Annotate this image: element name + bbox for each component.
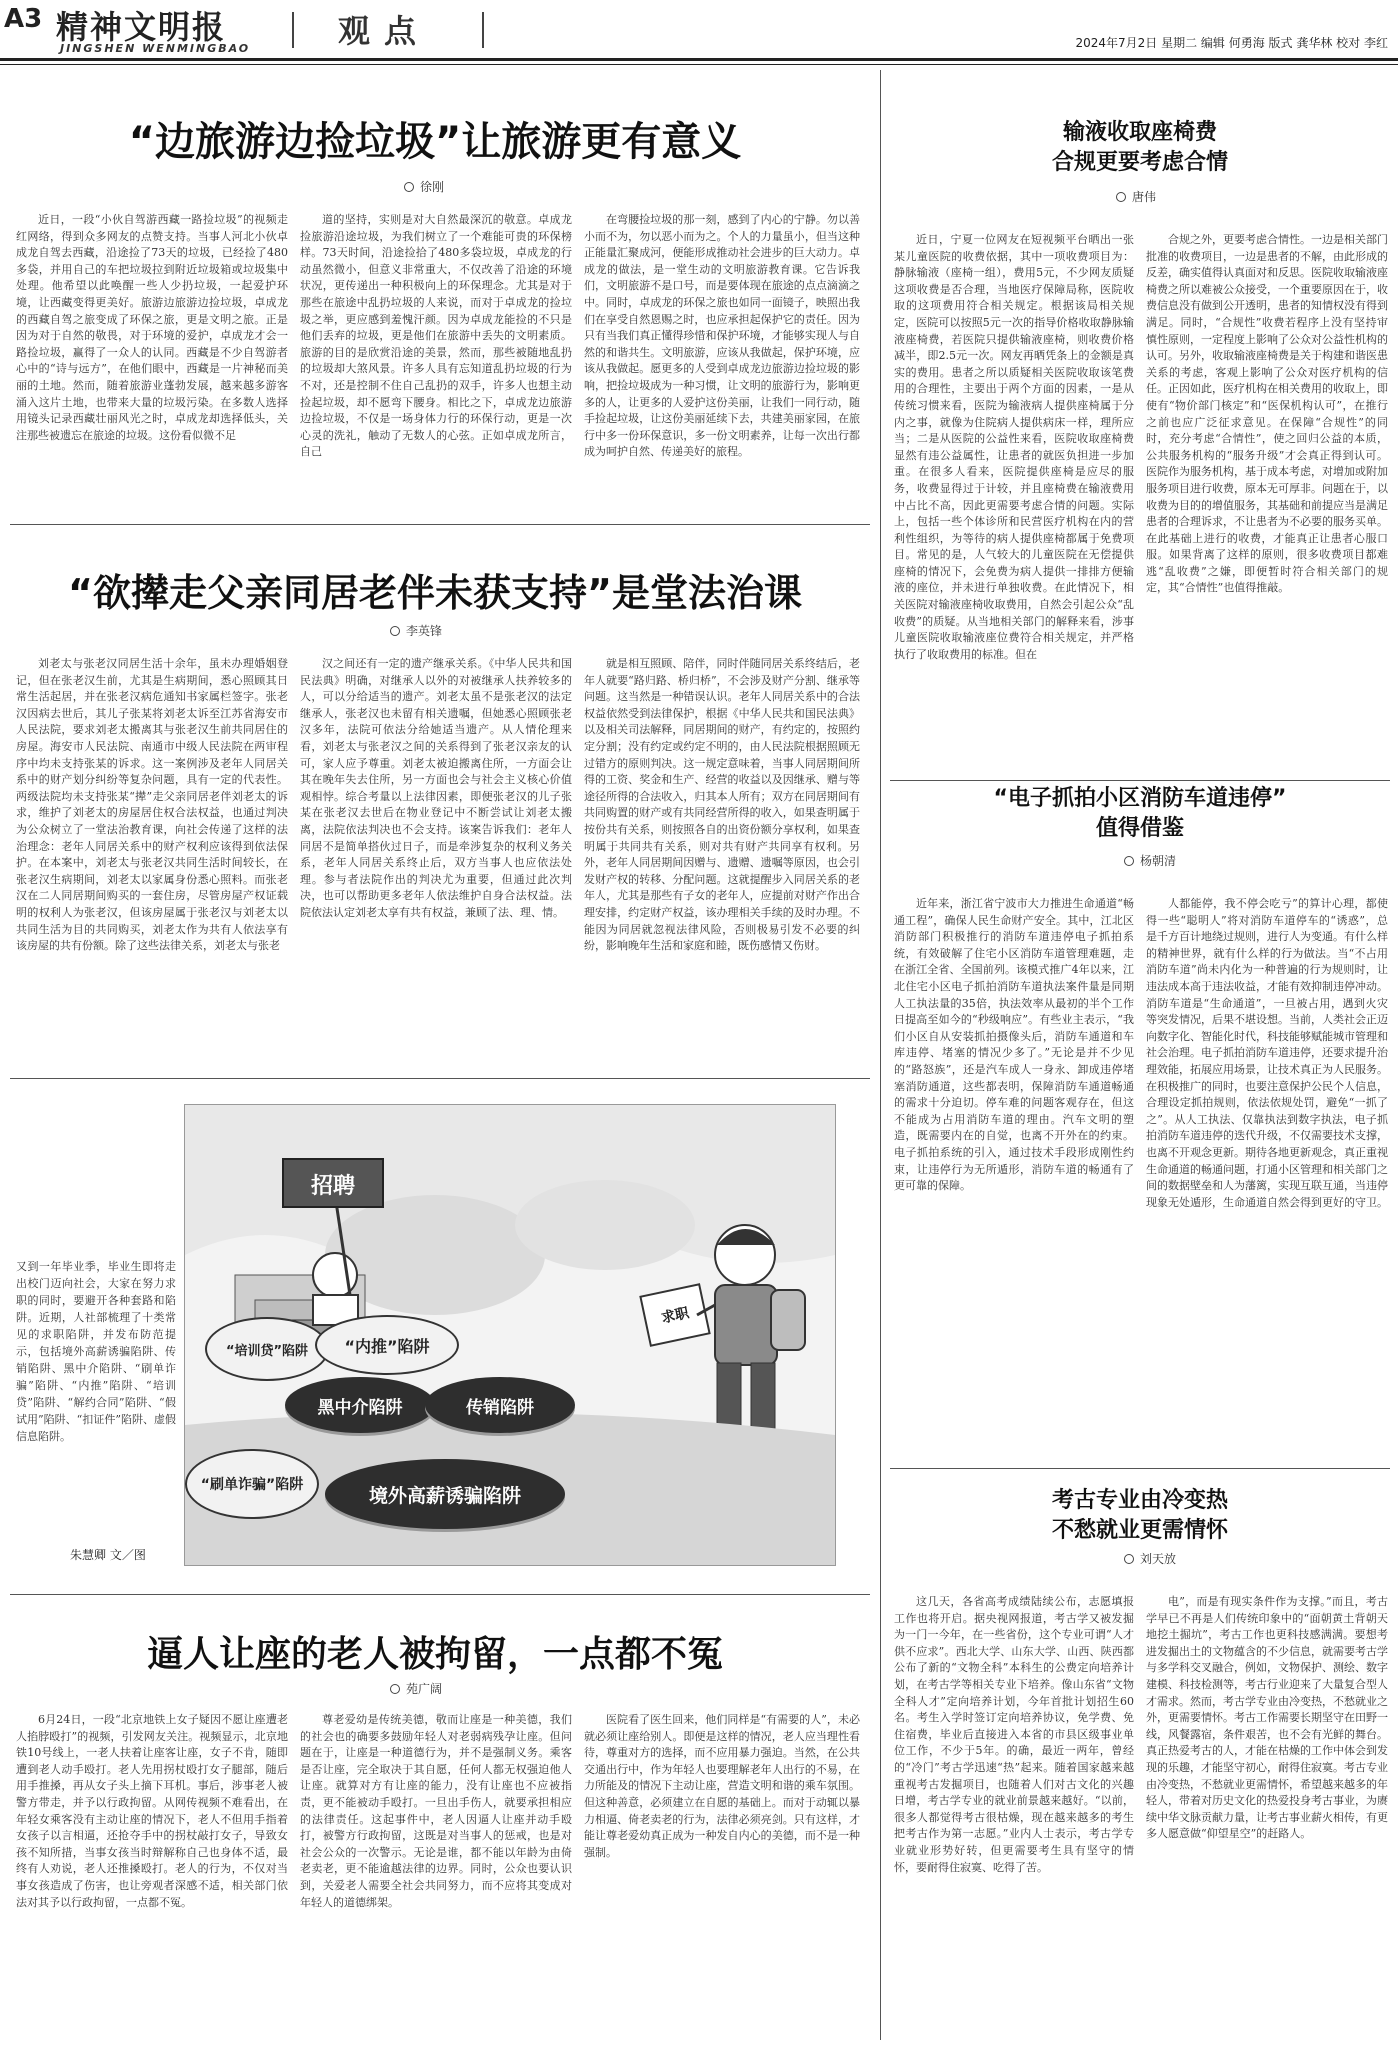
author-r1: 唐伟 [1132, 190, 1157, 204]
author-a2: 李英锋 [406, 624, 443, 638]
headline-r1-line2: 合规更要考虑合情 [1051, 150, 1228, 175]
backpack [771, 1290, 805, 1350]
headline-a1: “边旅游边捡垃圾”让旅游更有意义 [128, 119, 742, 165]
trap-black-agency: 黑中介陷阱 [285, 1377, 435, 1433]
article-r3-col2: 电”，而是有现实条件作为支撑。”而且，考古学早已不再是人们传统印象中的“面朝黄土背朝天地挖土掘坑”，考古工作也更科技感满满。要想考进发掘出土的文物蕴含的不少信息，就需要考古学与多学科交叉融合，例如，文物保护、测绘、数字建模、科技检测等，考古行业迎来了大量复合型人才需求。然而，考古学专业由冷变热，不愁就业之外，更需要情怀。考古工作需要长期坚守在田野一线，风餐露宿，条件艰苦，也不会有光鲜的舞台。真正热爱考古的人，才能在枯燥的工作中体会到发现的乐趣，才能坚守初心，耐得住寂寞。考古专业由冷变热，不愁就业更需情怀，希望越来越多的年轻人，带着对历史文化的热爱投身考古事业，为赓续中华文脉贡献力量，让考古事业薪火相传，有更多人愿意做“仰望星空”的赶路人。 [1146, 1595, 1388, 1841]
student-leg [751, 1363, 775, 1433]
byline-a3 [390, 1680, 442, 1697]
byline-dot [1124, 1554, 1134, 1564]
article-a2-col3: 就是相互照顾、陪伴，同时伴随同居关系终结后，老年人就要“路归路、桥归桥”，不会涉及财产分割、继承等问题。这当然是一种错误认识。老年人同居关系中的合法权益依然受到法律保护，根据《中华人民共和国民法典》以及相关司法解释，同居期间的财产，有约定的，按照约定分割；没有约定或约定不明的，由人民法院根据照顾无过错方的原则判决。这一规定意味着，当事人同居期间所得的工资、奖金和生产、经营的收益以及因继承、赠与等途径所得的合法收入，归其本人所有；双方在同居期间有共同购置的财产或有共同经营所得的收入，如果查明属于按份共有关系，则按照各自的出资份额分享权利，如果查明属于共同共有关系，则对共有财产共同享有权利。另外，老年人同居期间因赠与、遗赠、遗嘱等原因，也会引发财产权的转移、分配问题。这就提醒步入同居关系的老年人，尤其是那些有子女的老年人，应提前对财产作出合理安排，约定财产权益，该办理相关手续的及时办理。不能因为同居就忽视法律风险，否则极易引发不必要的纠纷，影响晚年生活和家庭和睦，既伤感情又伤财。 [584, 657, 860, 953]
resume-text: 求职 [659, 1305, 691, 1327]
article-r1-col2: 合规之外，更要考虑合情性。一边是相关部门批准的收费项目，一边是患者的不解，由此形成的反差，确实值得认真面对和反思。医院收取输液座椅费之所以难被公众接受，一个重要原因在于，收费信息没有做到公开透明，患者的知情权没有得到满足。同时，“合规性”收费若程序上没有坚持审慎性原则，一定程度上影响了公众对公益性机构的认可。另外，收取输液座椅费是关于构建和谐医患关系的考虑，客观上影响了公众对医疗机构的信任。正因如此，医疗机构在相关费用的收取上，即使有“物价部门核定”和“医保机构认可”，在推行之前也应广泛征求意见。在保障“合规性”的同时，充分考虑“合情性”，使之回归公益的本质，公共服务机构的“服务升级”才会真正得到认可。医院作为服务机构，基于成本考虑，对增加或附加服务项目进行收费，原本无可厚非。问题在于，以收费为目的的增值服务，其基础和前提应当是满足患者的合理诉求，不让患者为不必要的服务买单。在此基础上进行的收费，才能真正让患者心服口服。如果背离了这样的原则，很多收费项目都难逃“乱收费”之嫌，即便暂时符合相关部门的规定，其“合情性”也值得推敲。 [1146, 233, 1388, 595]
headline-r3-line2: 不愁就业更需情怀 [1051, 1518, 1228, 1543]
article-a1-col2: 道的坚持，实则是对大自然最深沉的敬意。卓成龙捡旅游沿途垃圾，为我们树立了一个难能可贵的环保榜样。73天时间，沿途捡拾了480多袋垃圾，卓成龙的行动虽然微小，但意义非常重大，不仅改善了沿途的环境状况，更传递出一种积极向上的环保理念。尤其是对于那些在旅途中乱扔垃圾的人来说，而对于卓成龙的捡垃圾之举，更应感到羞愧汗颜。因为卓成龙能捡的不只是他们丢弃的垃圾，更是他们在旅游中丢失的文明素质。旅游的目的是欣赏沿途的美景，然而，那些被随地乱扔的垃圾却大煞风景。许多人具有忘知道乱扔垃圾的行为不对，还是控制不住自己乱扔的双手，许多人也想主动捡起垃圾，却不愿弯下腰身。相比之下，卓成龙边旅游边捡垃圾，不仅是一场身体力行的环保行动，更是一次心灵的洗礼，触动了无数人的心弦。正如卓成龙所言，自己 [300, 213, 572, 459]
article-r2-col2: 人都能停，我不停会吃亏”的算计心理，都使得一些“聪明人”将对消防车道停车的“诱惑”，总是千方百计地绕过规则，进行人为变通。有什么样的精神世界，就有什么样的行为做法。当“不占用消防车道”尚未内化为一种普遍的行为规则时，让违法成本高于违法收益，才能有效抑制违停冲动。消防车道是“生命通道”，一旦被占用，遇到火灾等突发情况，后果不堪设想。当前，人类社会正迈向数字化、智能化时代，科技能够赋能城市管理和社会治理。电子抓拍消防车道违停，还要求提升治理效能，拓展应用场景，让技术真正为人民服务。在积极推广的同时，也要注意保护公民个人信息，合理设定抓拍规则，依法依规处罚，避免“一抓了之”。从人工执法、仅靠执法到数字执法，电子抓拍消防车道违停的迭代升级，不仅需要技术支撑，也离不开观念更新。期待各地更新观念，真正重视生命通道的畅通问题，打通小区管理和相关部门之间的数据壁垒和人为藩篱，实现互联互通，当违停现象无处遁形，生命通道自然会得到更好的守卫。 [1146, 897, 1388, 1209]
byline-dot [404, 182, 414, 192]
page-number: A3 [4, 4, 43, 34]
byline-r1 [1116, 188, 1156, 205]
trap-internal-referral: “内推”陷阱 [315, 1315, 459, 1375]
byline-a2 [390, 622, 442, 639]
section-title: 观点 [338, 12, 431, 50]
article-r1-col1: 近日，宁夏一位网友在短视频平台晒出一张某儿童医院的收费依据，其中一项收费项目为：静脉输液（座椅一组），费用5元，不少网友质疑这项收费是否合理，当地医疗保障局称，医院收取的这项费用符合相关规定。根据该局相关规定，医院可以按照5元一次的指导价格收取静脉输液座椅费，若医院只提供输液座椅，则收费价格减半，即2.5元一次。网友再晒凭条上的金额是真实的费用。患者之所以质疑相关医院收取该笔费用的合理性，主要出于两个方面的因素，一是从传统习惯来看，医院为输液病人提供座椅属于分内之事，就像为住院病人提供病床一样，理所应当；二是从医院的公益性来看，医院收取座椅费显然有违公益属性，让患者的就医负担进一步加重。在很多人看来，医院提供座椅是应尽的服务，收费显得过于计较，并且座椅费在输液费用中占比不高，因此更需要考虑合情的问题。实际上，包括一些个体诊所和民营医疗机构在内的营利性组织，为等待的病人提供座椅都属于免费项目。常见的是，人气较大的儿童医院在无偿提供座椅的情况下，会免费为病人提供一排排方便输液的座位，并未进行单独收费。在此情况下，相关医院对输液座椅收取费用，自然会引起公众“乱收费”的质疑。从当地相关部门的解释来看，涉事儿童医院收取输液座位费符合相关规定，并严格执行了收取费用的标准。但在 [894, 233, 1134, 661]
trap-brushing-fraud: “刷单诈骗”陷阱 [185, 1449, 319, 1519]
byline-dot [390, 1684, 400, 1694]
headline-a2: “欲撵走父亲同居老伴未获支持”是堂法治课 [68, 571, 802, 615]
headline-r3 [890, 1486, 1390, 1546]
author-a3: 苑广阔 [406, 1682, 443, 1696]
divider [890, 1468, 1390, 1469]
trap-overseas-high-salary: 境外高薪诱骗陷阱 [325, 1459, 565, 1529]
byline-r2 [1124, 852, 1176, 869]
trap-pyramid-scheme: 传销陷阱 [425, 1377, 575, 1433]
author-a1: 徐刚 [420, 180, 445, 194]
masthead-divider [292, 12, 294, 48]
cartoon-credit: 朱慧卿 文／图 [70, 1548, 146, 1562]
article-a1-col1: 近日，一段“小伙自驾游西藏一路捡垃圾”的视频走红网络，得到众多网友的点赞支持。当事人河北小伙卓成龙自驾去西藏，沿途捡了73天的垃圾，已经捡了480多袋，并用自己的车把垃圾拉到附近垃圾箱或垃圾集中处理。他希望以此唤醒一些人少扔垃圾，一起爱护环境，让西藏变得更美好。旅游边旅游边捡垃圾，卓成龙的西藏自驾之旅变成了环保之旅，更是文明之旅。正是因为对于自然的敬畏，对于环境的爱护，卓成龙才会一路捡垃圾，赢得了一众人的认同。西藏是不少自驾游者心中的“诗与远方”，在他们眼中，西藏是一片神秘而美丽的土地。然而，随着旅游业蓬勃发展，越来越多游客涌入这片土地，也带来大量的垃圾污染。在多数人选择用镜头记录西藏壮丽风光之时，卓成龙却选择低头，关注那些被遗忘在旅途的垃圾。这份看似微不足 [16, 213, 288, 442]
headline-r2-line1: “电子抓拍小区消防车道违停” [993, 786, 1287, 811]
article-r2-col1: 近年来，浙江省宁波市大力推进生命通道“畅通工程”，确保人民生命财产安全。其中，江北区消防部门积极推行的消防车道违停电子抓拍系统，有效破解了住宅小区消防车道管理难题，走在浙江全省、全国前列。该模式推广4年以来，江北住宅小区电子抓拍消防车道执法案件量是同期人工执法量的35倍，执法效率从最初的半个工作日提高至如今的“秒级响应”。有些业主表示，“我们小区自从安装抓拍摄像头后，消防车通道和车库违停、堵塞的情况少多了。”无论是并不少见的“路怒族”，还是汽车成人一身永、卸成违停堵塞消防通道，这些都表明，保障消防车通道畅通的需求十分迫切。停车难的问题客观存在，但这不能成为占用消防车道的理由。汽车文明的塑造，既需要内在的自觉，也离不开外在的约束。电子抓拍系统的引入，通过技术手段形成刚性约束，让违停行为无所遁形，消防车道的畅通有了更可靠的保障。 [894, 897, 1134, 1193]
divider [10, 1594, 870, 1595]
article-a2-col2: 汉之间还有一定的遗产继承关系。《中华人民共和国民法典》明确，对继承人以外的对被继承人扶养较多的人，可以分给适当的遗产。刘老太虽不是张老汉的法定继承人，张老汉也未留有相关遗嘱，但她悉心照顾张老汉多年，法院可依法分给她适当遗产。从人情伦理来看，刘老太与张老汉之间的关系得到了张老汉亲友的认可，家人应予尊重。刘老太被迫搬离住所，一方面会让其在晚年失去住所，另一方面也会与社会主义核心价值观相悖。综合考量以上法律因素，即便张老汉的儿子张某在张老汉去世后在物业登记中不断尝试让刘老太搬离，法院依法判决也不会支持。该案告诉我们：老年人同居不是简单搭伙过日子，而是牵涉复杂的权利义务关系，老年人同居关系终止后，双方当事人也应依法处理。参与者法院作出的判决尤为重要，但通过此次判决，也可以帮助更多老年人依法维护自身合法权益。法院依法认定刘老太享有共有权益，兼顾了法、理、情。 [300, 657, 572, 919]
article-a3-col1: 6月24日，一段“北京地铁上女子疑因不愿让座遭老人掐脖殴打”的视频，引发网友关注。视频显示，北京地铁10号线上，一老人扶着让座客让座，女子不肯，随即遭到老人动手殴打。老人先用拐杖殴打女子腿部，随后用手推搡，再从女子头上摘下耳机。事后，涉事老人被警方带走，并予以行政拘留。从网传视频不难看出，在年轻女乘客没有主动让座的情况下，老人不但用手指着女孩子以言相逼，还抢夺手中的拐杖敲打女子，导致女孩不知所措，当事女孩当时辩解称自己也身体不适，最终有人劝说，老人还推搡殴打。老人的行为，不仅对当事女孩造成了伤害，也让旁观者深感不适，相关部门依法对其予以行政拘留，一点都不冤。 [16, 1713, 288, 1909]
newspaper-logo-en: JINGSHEN WENMINGBAO [60, 42, 251, 55]
headline-r2 [890, 784, 1390, 844]
column-divider [880, 70, 881, 2040]
cloud-shape [515, 1180, 695, 1270]
cartoon-illustration [184, 1104, 836, 1566]
newspaper-logo: 精神文明报 [56, 8, 227, 46]
article-r3-col1: 这几天，各省高考成绩陆续公布，志愿填报工作也将开启。据央视网报道，考古学又被发掘为一门一今年，在一些省份，这个专业可谓“人才供不应求”。西北大学、山东大学、山西、陕西都公布了新的“文物全科”本科生的公费定向培养计划，在考古学等相关专业下培养。像山东省“文物全科人才”定向培养计划，今年首批计划招生60名。考生入学时签订定向培养协议，免学费、免住宿费，毕业后直接进入本省的市县区级事业单位工作，不少于5年。的确，最近一两年，曾经的“冷门”考古学迅速“热”起来。随着国家越来越重视考古发掘项目，也随着人们对古文化的兴趣日增，考古学专业的就业前景越来越好。“以前，很多人都觉得考古很枯燥，现在越来越多的考生把考古作为第一志愿。”业内人士表示，考古学专业就业形势好转，但更需要考生具有坚守的情怀，要耐得住寂寞、吃得了苦。 [894, 1595, 1134, 1874]
author-r2: 杨朝清 [1140, 854, 1177, 868]
masthead-rule-thin [0, 64, 1398, 65]
byline-dot [1116, 192, 1126, 202]
byline-dot [390, 626, 400, 636]
headline-a3: 逼人让座的老人被拘留，一点都不冤 [146, 1634, 723, 1675]
byline-a1 [404, 178, 444, 195]
article-a3-col2: 尊老爱幼是传统美德，敬而让座是一种美德，我们的社会也的确要多鼓励年轻人对老弱病残孕让座。但问题在于，让座是一种道德行为，并不是强制义务。乘客是否让座，完全取决于其自愿，任何人都无权强迫他人让座。就算对方有让座的能力，没有让座也不应被指责，更不能被动手殴打。一旦出手伤人，就要承担相应的法律责任。这起事件中，老人因逼人让座并动手殴打，被警方行政拘留，这既是对当事人的惩戒，也是对社会公众的一次警示。无论是谁，都不能以年龄为由倚老卖老，更不能逾越法律的边界。同时，公众也要认识到，关爱老人需要全社会共同努力，而不应将其变成对年轻人的道德绑架。 [300, 1713, 572, 1909]
article-a3-col3: 医院看了医生回来，他们同样是“有需要的人”，未必就必须让座给别人。即便是这样的情况，老人应当理性看待，尊重对方的选择，而不应用暴力强迫。当然，在公共交通出行中，作为年轻人也要理解老年人出行的不易，在力所能及的情况下主动让座，营造文明和谐的乘车氛围。但这种善意，必须建立在自愿的基础上。而对于动辄以暴力相逼、倚老卖老的行为，法律必须亮剑。只有这样，才能让尊老爱幼真正成为一种发自内心的美德，而不是一种强制。 [584, 1713, 860, 1859]
cartoon-caption: 又到一年毕业季，毕业生即将走出校门迈向社会，大家在努力求职的同时，要避开各种套路和陷阱。近期，人社部梳理了十类常见的求职陷阱，并发布防范提示，包括境外高薪诱骗陷阱、传销陷阱、黑中介陷阱、“刷单诈骗”陷阱、“内推”陷阱、“培训贷”陷阱、“解约合同”陷阱、“假试用”陷阱、“扣证件”陷阱、虚假信息陷阱。 [16, 1260, 176, 1443]
dateline: 2024年7月2日 星期二 编辑 何勇海 版式 龚华林 校对 李红 [1075, 36, 1388, 50]
byline-r3 [1124, 1550, 1176, 1567]
divider [10, 1078, 870, 1079]
divider [10, 524, 870, 525]
headline-r1-line1: 输液收取座椅费 [1062, 120, 1217, 145]
author-r3: 刘天放 [1140, 1552, 1177, 1566]
headline-r3-line1: 考古专业由冷变热 [1051, 1488, 1228, 1513]
byline-dot [1124, 856, 1134, 866]
trap-training-loan: “培训贷”陷阱 [205, 1317, 329, 1381]
divider [890, 780, 1390, 781]
headline-r1 [890, 118, 1390, 178]
student-body [715, 1285, 777, 1365]
headline-r2-line2: 值得借鉴 [1095, 816, 1184, 841]
article-a1-col3: 在弯腰捡垃圾的那一刻，感到了内心的宁静。勿以善小而不为，勿以恶小而为之。个人的力量虽小，但当这种正能量汇聚成河，便能形成推动社会进步的巨大动力。卓成龙的做法，是一堂生动的文明旅游教育课。它告诉我们，文明旅游不是口号，而是要体现在旅途的点点滴滴之中。同时，卓成龙的环保之旅也如同一面镜子，映照出我们在享受自然恩赐之时，也应承担起保护它的责任。因为只有当我们真正懂得珍惜和保护环境，才能够实现人与自然的和谐共生。文明旅游，应该从我做起，保护环境，应该从我做起。愿更多的人受到卓成龙边旅游边捡垃圾的影响，把捡垃圾成为一种习惯，让文明的旅游行为，影响更多的人，让更多的人爱护这份美丽，让我们一同行动，随手捡起垃圾，让这份美丽延续下去，共建美丽家园，在旅行中多一份环保意识，多一份文明素养，让每一次出行都成为呵护自然、传递美好的旅程。 [584, 213, 860, 459]
recruit-sign-text: 招聘 [310, 1174, 356, 1199]
student-leg [717, 1363, 741, 1433]
masthead-rule [0, 58, 1398, 61]
masthead-divider [482, 12, 484, 48]
article-a2-col1: 刘老太与张老汉同居生活十余年，虽未办理婚姻登记，但在张老汉生前，尤其是生病期间，悉心照顾其日常生活起居，并在张老汉病危通知书家属栏签字。张老汉因病去世后，其儿子张某将刘老太诉至江苏省海安市人民法院，要求刘老太搬离其与张老汉生前共同居住的房屋。海安市人民法院、南通市中级人民法院在两审程序中均未支持张某的诉求。这一案例涉及老年人同居关系中的财产划分纠纷等复杂问题，具有一定的代表性。两级法院均未支持张某“撵”走父亲同居老伴刘老太的诉求，维护了刘老太的房屋居住权合法权益，也通过判决为公众树立了一堂法治教育课，向社会传递了这样的法治理念：老年人同居关系中的财产权利应该得到依法保护。在本案中，刘老太与张老汉共同生活时间较长，在张老汉生病期间，刘老太以家属身份悉心照料。而张老汉在二人同居期间购买的一套住房，尽管房屋产权证载明的权利人为张老汉，但该房屋属于张老汉与刘老太以共同生活为目的共同购买，刘老太作为共有人依法享有该房屋的共有份额。除了这些法律关系，刘老太与张老 [16, 657, 288, 953]
